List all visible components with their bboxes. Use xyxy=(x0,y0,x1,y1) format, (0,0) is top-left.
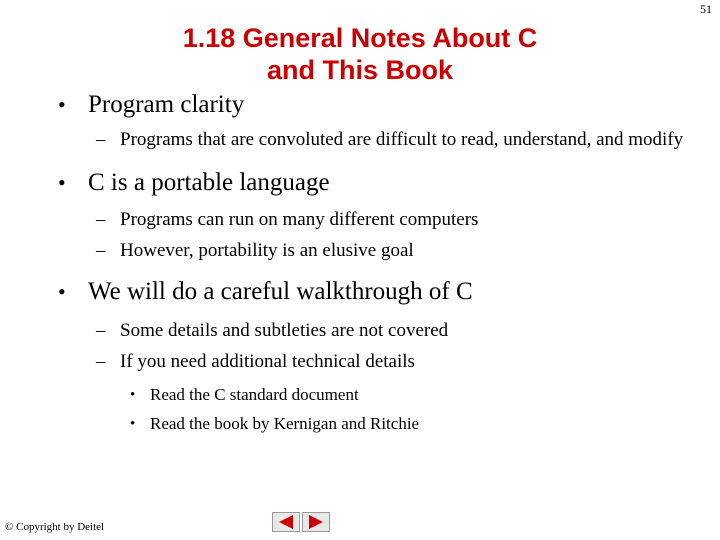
slide-navigation xyxy=(272,512,330,532)
sub-bullet-text: Programs can run on many different computers xyxy=(120,209,479,230)
slide-title xyxy=(0,22,720,86)
bullet-text: C is a portable language xyxy=(88,169,330,196)
bullet-icon: • xyxy=(58,170,66,195)
sub-bullet xyxy=(58,350,708,374)
dash-icon: – xyxy=(96,320,106,341)
sub-sub-bullet-text: Read the book by Kernigan and Ritchie xyxy=(150,414,420,433)
sub-bullet xyxy=(58,319,708,343)
copyright-notice: © Copyright by Deitel xyxy=(5,521,105,533)
title-line-2: and This Book xyxy=(266,55,453,85)
right-arrow-icon xyxy=(308,515,324,529)
sub-bullet-text: If you need additional technical details xyxy=(120,351,415,372)
left-arrow-icon xyxy=(278,515,294,529)
bullet-walkthrough xyxy=(58,277,708,307)
slide-number: 51 xyxy=(700,2,712,16)
dash-icon: – xyxy=(96,129,106,150)
bullet-icon: • xyxy=(58,279,66,304)
bullet-program-clarity xyxy=(58,90,708,120)
dash-icon: – xyxy=(96,209,106,230)
dash-icon: – xyxy=(96,351,106,372)
sub-sub-bullet xyxy=(58,384,708,406)
dash-icon: – xyxy=(96,240,106,261)
sub-bullet xyxy=(58,128,708,152)
bullet-portable-language xyxy=(58,168,708,198)
sub-bullet-text: However, portability is an elusive goal xyxy=(120,240,414,261)
sub-bullet xyxy=(58,239,708,263)
sub-bullet xyxy=(58,208,708,232)
bullet-text: We will do a careful walkthrough of C xyxy=(88,278,473,305)
slide-content xyxy=(58,90,708,435)
title-line-1: 1.18 General Notes About C xyxy=(182,23,538,53)
bullet-text: Program clarity xyxy=(88,91,245,118)
sub-sub-bullet xyxy=(58,413,708,435)
sub-sub-bullet-text: Read the C standard document xyxy=(150,385,359,404)
bullet-icon: • xyxy=(130,416,136,432)
next-slide-button[interactable] xyxy=(302,512,330,532)
sub-bullet-text: Programs that are convoluted are difficult to read, understand, and modify xyxy=(120,129,684,150)
sub-bullet-text: Some details and subtleties are not covered xyxy=(120,320,449,341)
bullet-icon: • xyxy=(130,387,136,403)
previous-slide-button[interactable] xyxy=(272,512,300,532)
bullet-icon: • xyxy=(58,92,66,117)
